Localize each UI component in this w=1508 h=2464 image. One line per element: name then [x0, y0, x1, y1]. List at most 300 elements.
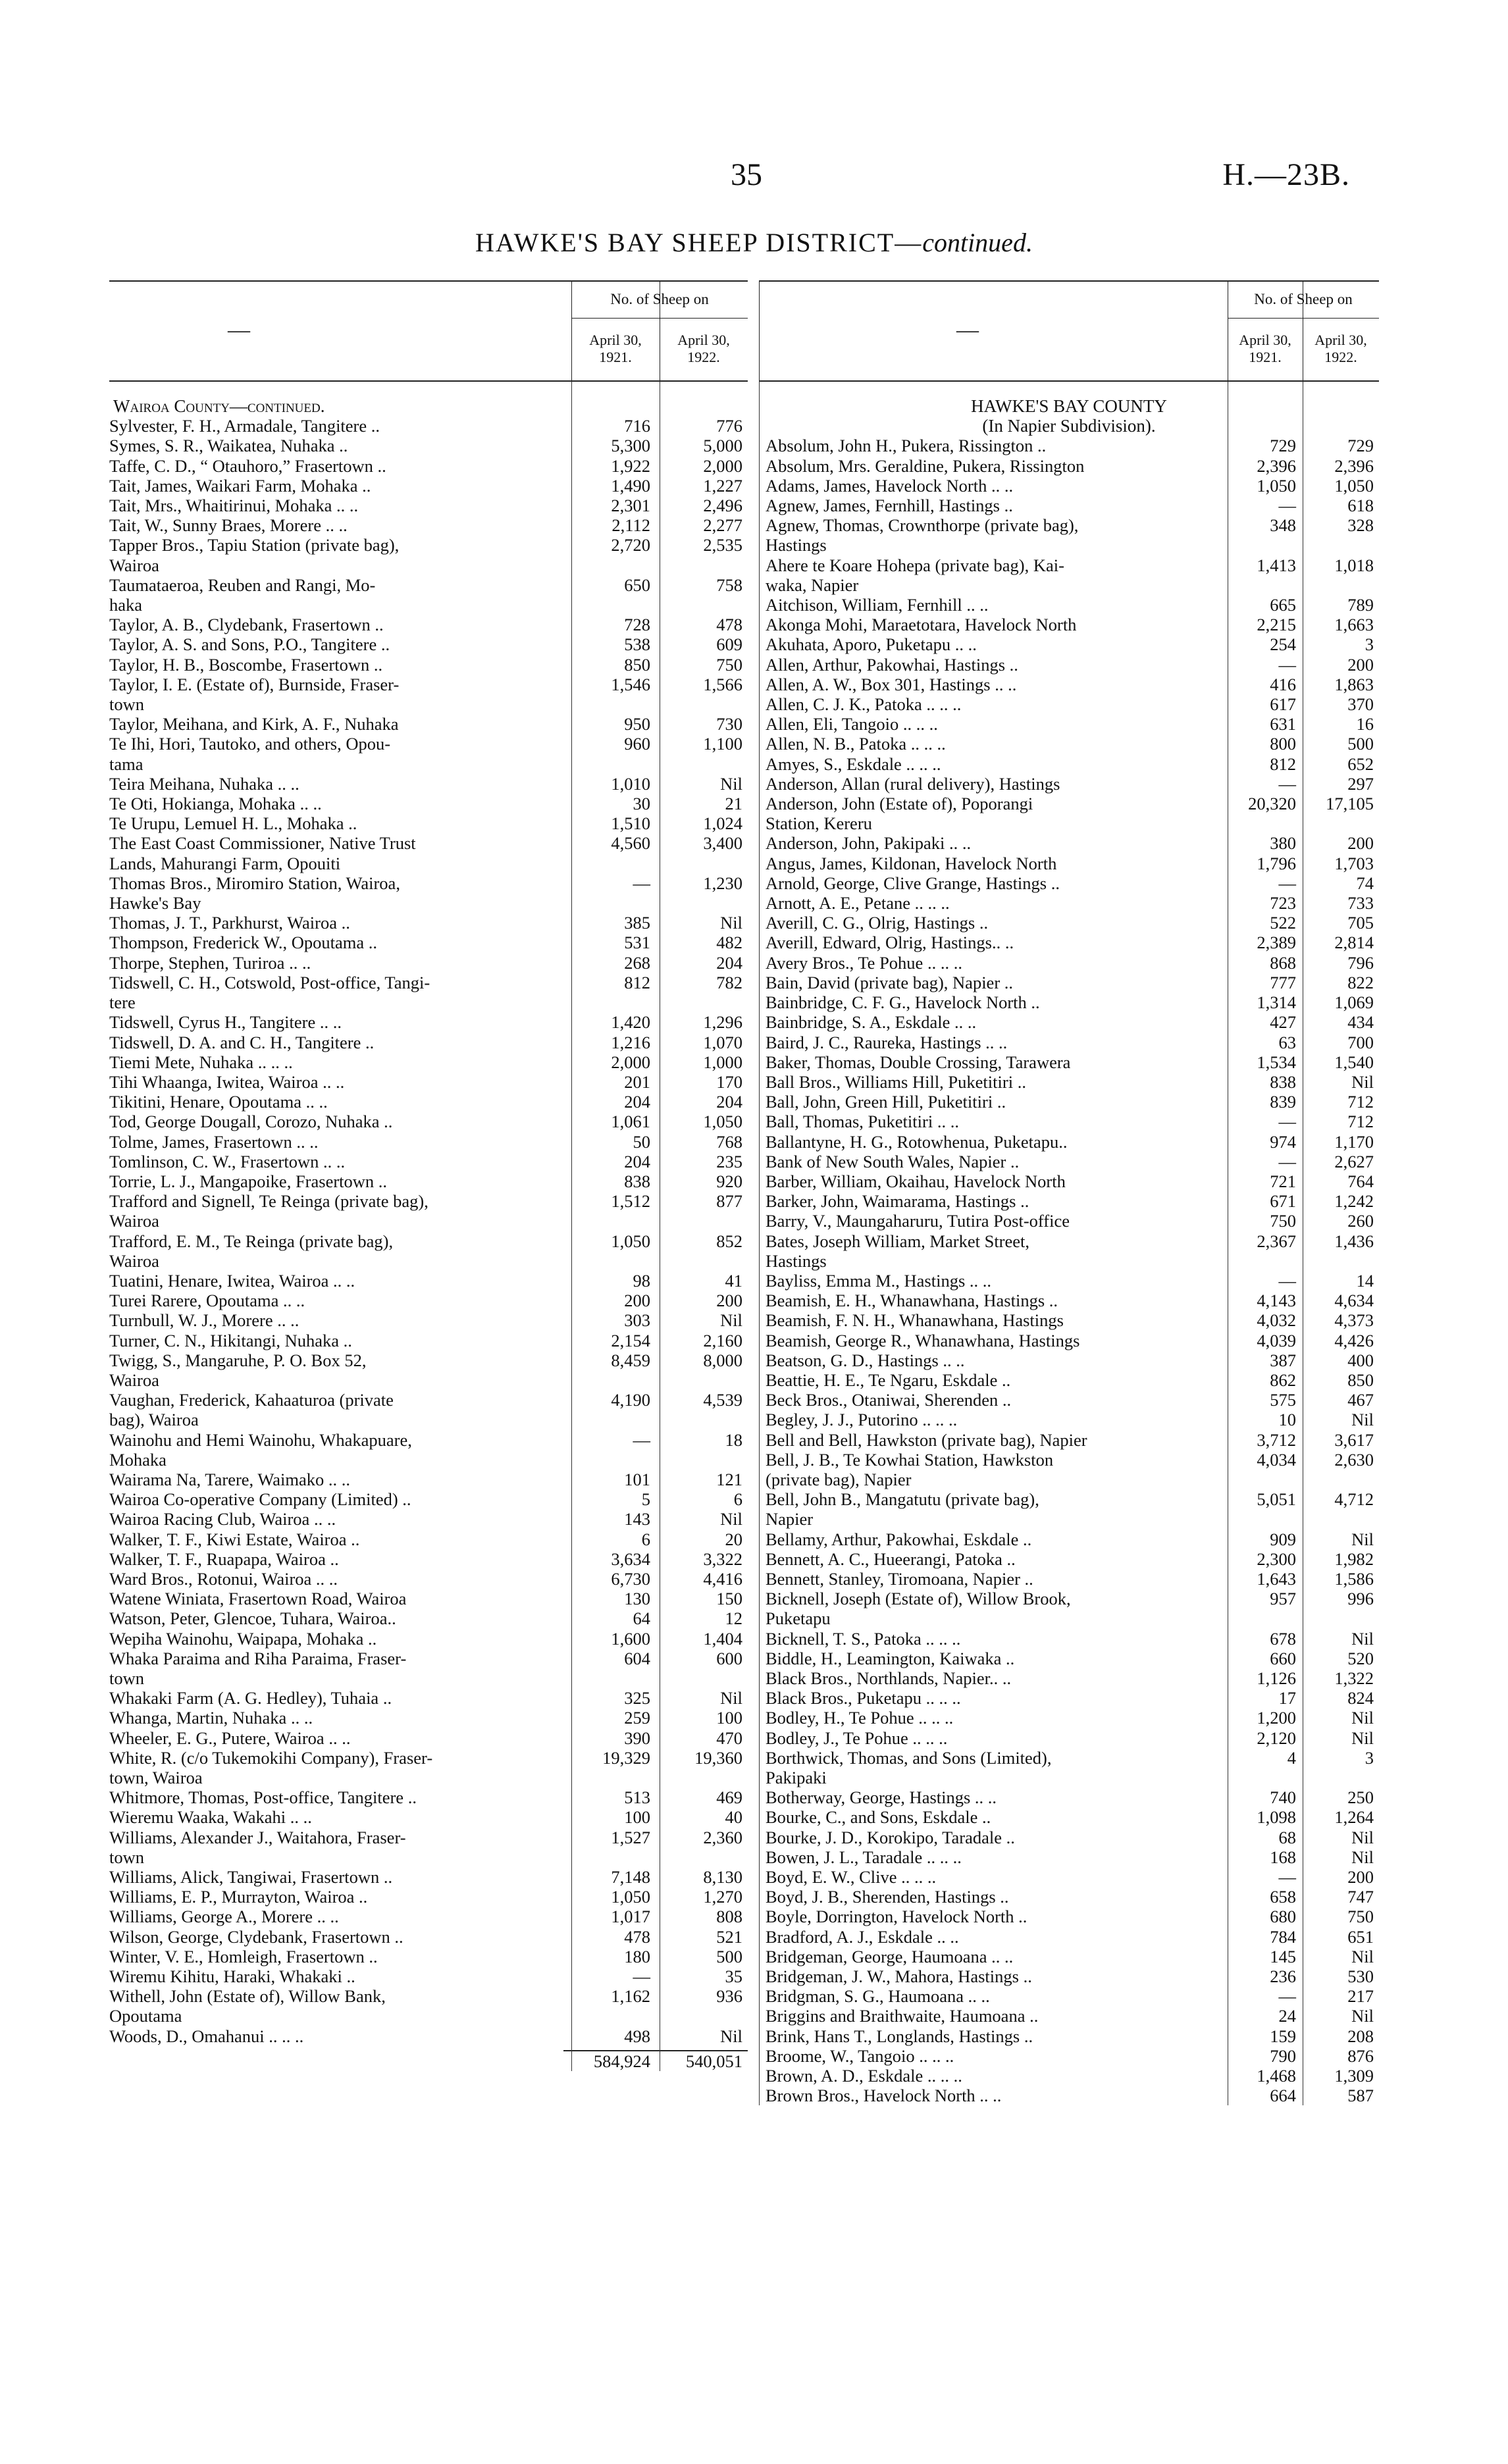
owner-name: Taylor, Meihana, and Kirk, A. F., Nuhaka	[109, 714, 399, 734]
table-row	[759, 734, 1379, 754]
table-row	[759, 1112, 1379, 1131]
table-row	[109, 1966, 748, 1986]
table-row	[759, 1171, 1379, 1191]
owner-name: Avery Bros., Te Pohue .. .. ..	[766, 952, 962, 973]
owner-name: The East Coast Commissioner, Native Trust	[109, 833, 416, 854]
owner-name: Puketapu	[766, 1608, 831, 1629]
sheep-1922: 1,663	[1334, 615, 1374, 635]
owner-name: Broome, W., Tangoio .. .. ..	[766, 2045, 954, 2066]
sheep-1922: 12	[725, 1608, 742, 1629]
sheep-1922: 852	[716, 1231, 742, 1251]
owner-name: Williams, George A., Morere .. ..	[109, 1907, 339, 1927]
sheep-1922: 1,264	[1334, 1807, 1374, 1828]
table-row	[109, 794, 748, 813]
table-row	[759, 1052, 1379, 1072]
sheep-1922: Nil	[1351, 1728, 1374, 1748]
owner-name: Absolum, Mrs. Geraldine, Pukera, Rissington	[766, 455, 1085, 476]
table-row	[759, 615, 1379, 634]
table-row	[759, 1966, 1379, 1986]
owner-name: Wilson, George, Clydebank, Frasertown ..	[109, 1926, 403, 1947]
table-row	[109, 1569, 748, 1589]
sheep-1922: 297	[1347, 773, 1374, 794]
sheep-1922: 730	[716, 714, 742, 734]
table-row	[109, 1768, 748, 1787]
sheep-1922: 40	[725, 1807, 742, 1828]
sheep-1922: 467	[1347, 1390, 1374, 1410]
sheep-1921: 1,512	[611, 1191, 650, 1212]
sheep-1921: 3,634	[611, 1549, 650, 1569]
sheep-1921: 1,643	[1257, 1568, 1296, 1589]
owner-name: Black Bros., Puketapu .. .. ..	[766, 1688, 961, 1708]
sheep-1921: 538	[624, 634, 650, 655]
owner-name: Bainbridge, S. A., Eskdale .. ..	[766, 1012, 977, 1033]
sheep-1921: 1,010	[611, 773, 650, 794]
table-row	[109, 595, 748, 615]
sheep-1921: 812	[1270, 754, 1296, 774]
sheep-1922: 1,024	[703, 813, 742, 834]
sheep-1922: 150	[716, 1589, 742, 1609]
table-row	[109, 1629, 748, 1649]
sheep-1922: 1,540	[1334, 1052, 1374, 1072]
owner-name: Bowen, J. L., Taradale .. .. ..	[766, 1847, 962, 1867]
table-row	[759, 1867, 1379, 1887]
sheep-1921: 268	[624, 952, 650, 973]
table-row	[759, 992, 1379, 1012]
sheep-1922: 1,270	[703, 1887, 742, 1907]
table-row	[759, 1986, 1379, 2006]
owner-name: Akuhata, Aporo, Puketapu .. ..	[766, 634, 977, 655]
sheep-1922: 936	[716, 1986, 742, 2007]
sheep-1922: 1,309	[1334, 2066, 1374, 2086]
table-row	[759, 535, 1379, 555]
table-row	[759, 655, 1379, 675]
table-row	[759, 496, 1379, 515]
sheep-1922: 1,018	[1334, 555, 1374, 575]
table-row	[109, 1390, 748, 1410]
owner-name: Tolme, James, Frasertown .. ..	[109, 1131, 319, 1152]
sheep-1922: 400	[1347, 1350, 1374, 1370]
owner-name: Boyd, J. B., Sherenden, Hastings ..	[766, 1887, 1009, 1907]
total-1921: 584,924	[563, 2050, 656, 2071]
table-row	[109, 1152, 748, 1171]
table-row	[109, 555, 748, 575]
right-table	[759, 280, 1379, 2105]
owner-name: Barry, V., Maungaharuru, Tutira Post-office	[766, 1211, 1070, 1231]
sheep-1921: 2,396	[1257, 455, 1296, 476]
table-row	[109, 694, 748, 714]
table-row	[109, 496, 748, 515]
table-row	[109, 1470, 748, 1489]
owner-name: Bicknell, T. S., Patoka .. .. ..	[766, 1628, 961, 1649]
owner-name: Agnew, Thomas, Crownthorpe (private bag),	[766, 515, 1079, 536]
table-row	[759, 1807, 1379, 1827]
owner-name: Amyes, S., Eskdale .. .. ..	[766, 754, 941, 774]
owner-name: Te Oti, Hokianga, Mohaka .. ..	[109, 794, 322, 814]
owner-name: Trafford, E. M., Te Reinga (private bag),	[109, 1231, 394, 1251]
table-row	[759, 913, 1379, 933]
table-row	[759, 2086, 1379, 2105]
owner-name: Bell, J. B., Te Kowhai Station, Hawkston	[766, 1449, 1054, 1470]
sheep-1922: 1,000	[703, 1052, 742, 1072]
owner-name: Walker, T. F., Kiwi Estate, Wairoa ..	[109, 1529, 360, 1549]
sheep-1922: 750	[716, 654, 742, 675]
sheep-1921: 2,120	[1257, 1728, 1296, 1748]
table-row	[759, 1887, 1379, 1907]
sheep-1921: 416	[1270, 674, 1296, 694]
table-row	[109, 1688, 748, 1708]
sheep-1922: 1,436	[1334, 1231, 1374, 1251]
sheep-1921: 1,796	[1257, 853, 1296, 873]
table-row	[759, 1251, 1379, 1271]
owner-name: Thomas Bros., Miromiro Station, Wairoa,	[109, 873, 400, 893]
table-row	[109, 973, 748, 992]
owner-name: Bank of New South Wales, Napier ..	[766, 1151, 1020, 1171]
owner-name: White, R. (c/o Tukemokihi Company), Fraser-	[109, 1747, 433, 1768]
table-row	[759, 893, 1379, 913]
sheep-1922: 8,130	[703, 1867, 742, 1887]
owner-name: Napier	[766, 1509, 814, 1529]
sheep-1922: 470	[716, 1728, 742, 1748]
owner-name: Te Ihi, Hori, Tautoko, and others, Opou-	[109, 734, 391, 754]
sheep-1922: 1,703	[1334, 853, 1374, 873]
sheep-1921: —	[1278, 1151, 1296, 1171]
sheep-1922: 370	[1347, 694, 1374, 715]
table-row	[759, 1907, 1379, 1926]
sheep-1922: 41	[725, 1270, 742, 1291]
left-rows	[109, 382, 748, 2071]
owner-name: Tuatini, Henare, Iwitea, Wairoa .. ..	[109, 1270, 355, 1291]
owner-name: Turner, C. N., Hikitangi, Nuhaka ..	[109, 1330, 352, 1350]
sheep-1921: 1,600	[611, 1628, 650, 1649]
table-row	[109, 873, 748, 893]
sheep-1922: 4,634	[1334, 1291, 1374, 1311]
owner-name: Baird, J. C., Raureka, Hastings .. ..	[766, 1032, 1008, 1052]
total-1922: 540,051	[656, 2050, 748, 2071]
table-row	[109, 1410, 748, 1429]
table-row	[109, 655, 748, 675]
table-row	[109, 1191, 748, 1211]
sheep-1921: 1,527	[611, 1827, 650, 1847]
table-row	[759, 1529, 1379, 1549]
sheep-1921: 2,720	[611, 535, 650, 555]
sheep-1922: 235	[716, 1151, 742, 1171]
sheep-1922: 764	[1347, 1171, 1374, 1191]
sheep-1921: 427	[1270, 1012, 1296, 1033]
sheep-1922: 121	[716, 1469, 742, 1489]
sheep-1921: —	[1278, 1270, 1296, 1291]
sheep-1921: 64	[633, 1608, 650, 1629]
table-row	[109, 456, 748, 476]
owner-name: Averill, Edward, Olrig, Hastings.. ..	[766, 933, 1014, 953]
owner-name: bag), Wairoa	[109, 1410, 199, 1430]
owner-name: Baker, Thomas, Double Crossing, Tarawera	[766, 1052, 1071, 1072]
sheep-1922: 200	[1347, 833, 1374, 854]
sheep-1921: 303	[624, 1310, 650, 1331]
table-row	[109, 1271, 748, 1291]
sheep-1921: 98	[633, 1270, 650, 1291]
owner-name: Ward Bros., Rotonui, Wairoa .. ..	[109, 1568, 338, 1589]
sheep-1922: 170	[716, 1071, 742, 1092]
owner-name: Ball, Thomas, Puketitiri .. ..	[766, 1112, 959, 1132]
owner-name: Bennett, Stanley, Tiromoana, Napier ..	[766, 1568, 1033, 1589]
table-row	[759, 1629, 1379, 1649]
table-row	[759, 1012, 1379, 1032]
sheep-1922: 712	[1347, 1112, 1374, 1132]
sheep-1921: 868	[1270, 952, 1296, 973]
owner-name: Briggins and Braithwaite, Haumoana ..	[766, 2006, 1039, 2026]
sheep-1922: 747	[1347, 1887, 1374, 1907]
owner-name: haka	[109, 595, 143, 615]
sheep-1921: —	[633, 1966, 650, 1987]
sheep-1922: 1,230	[703, 873, 742, 893]
table-row	[109, 1231, 748, 1251]
table-row	[759, 1331, 1379, 1350]
sheep-1922: 705	[1347, 913, 1374, 933]
sheep-1922: 1,069	[1334, 992, 1374, 1013]
table-row	[759, 1708, 1379, 1728]
sheep-1922: Nil	[720, 2026, 742, 2046]
owner-name: Twigg, S., Mangaruhe, P. O. Box 52,	[109, 1350, 367, 1370]
sheep-1921: —	[1278, 1112, 1296, 1132]
sheep-1922: Nil	[1351, 1410, 1374, 1430]
table-row	[759, 456, 1379, 476]
sheep-1921: 236	[1270, 1966, 1296, 1987]
sheep-1921: 2,000	[611, 1052, 650, 1072]
sheep-1921: 24	[1278, 2006, 1296, 2026]
table-row	[759, 1688, 1379, 1708]
table-row	[759, 436, 1379, 455]
owner-name: Anderson, John (Estate of), Poporangi	[766, 794, 1033, 814]
owner-name: town, Wairoa	[109, 1768, 203, 1788]
sheep-1921: 200	[624, 1291, 650, 1311]
sheep-1921: 1,413	[1257, 555, 1296, 575]
owner-name: Bridgeman, George, Haumoana .. ..	[766, 1946, 1014, 1966]
sheep-1922: 19,360	[694, 1747, 742, 1768]
table-row	[759, 1470, 1379, 1489]
sheep-1922: 876	[1347, 2045, 1374, 2066]
sheep-1922: Nil	[1351, 1071, 1374, 1092]
owner-name: Ball, John, Green Hill, Puketitiri ..	[766, 1092, 1006, 1112]
sheep-1922: 434	[1347, 1012, 1374, 1033]
sheep-1922: 651	[1347, 1926, 1374, 1947]
sheep-1921: 10	[1278, 1410, 1296, 1430]
owner-name: tere	[109, 992, 136, 1013]
sheep-1922: 250	[1347, 1787, 1374, 1808]
sheep-1921: 839	[1270, 1092, 1296, 1112]
table-row	[109, 1668, 748, 1688]
sheep-1921: 387	[1270, 1350, 1296, 1370]
owner-name: Williams, Alick, Tangiwai, Frasertown ..	[109, 1867, 393, 1887]
sheep-1922: Nil	[1351, 1529, 1374, 1549]
owner-name: Brink, Hans T., Longlands, Hastings ..	[766, 2026, 1033, 2046]
owner-name: Thompson, Frederick W., Opoutama ..	[109, 933, 378, 953]
sheep-1921: 4,190	[611, 1390, 650, 1410]
sheep-1921: 838	[1270, 1071, 1296, 1092]
sheep-1921: 1,162	[611, 1986, 650, 2007]
sheep-1922: 808	[716, 1907, 742, 1927]
sheep-1921: 909	[1270, 1529, 1296, 1549]
table-row	[109, 1370, 748, 1390]
sheep-1921: 19,329	[602, 1747, 650, 1768]
sheep-1922: Nil	[1351, 1827, 1374, 1847]
sheep-1922: Nil	[1351, 1847, 1374, 1867]
sheep-1922: Nil	[720, 1509, 742, 1529]
owner-name: (private bag), Napier	[766, 1469, 912, 1489]
sheep-1922: 3,400	[703, 833, 742, 854]
sheep-1922: 1,863	[1334, 674, 1374, 694]
owner-name: Tihi Whaanga, Iwitea, Wairoa .. ..	[109, 1071, 345, 1092]
owner-name: Allen, N. B., Patoka .. .. ..	[766, 734, 946, 754]
owner-name: Bicknell, Joseph (Estate of), Willow Brook,	[766, 1589, 1071, 1609]
owner-name: Taylor, I. E. (Estate of), Burnside, Fraser-	[109, 674, 400, 694]
table-row	[759, 1092, 1379, 1112]
table-row	[109, 575, 748, 595]
sheep-1922: 21	[725, 794, 742, 814]
sheep-1922: 750	[1347, 1907, 1374, 1927]
sheep-on-heading: No. of Sheep on	[1254, 291, 1353, 307]
sheep-1922: 729	[1347, 436, 1374, 456]
sheep-1922: 3	[1365, 1747, 1374, 1768]
table-row	[759, 873, 1379, 893]
sheep-1921: 660	[1270, 1648, 1296, 1668]
sheep-1921: 1,510	[611, 813, 650, 834]
table-row	[759, 1271, 1379, 1291]
sheep-1922: 4,539	[703, 1390, 742, 1410]
sheep-1922: 1,982	[1334, 1549, 1374, 1569]
owner-name: Sylvester, F. H., Armadale, Tangitere ..	[109, 416, 380, 436]
sheep-1922: 17,105	[1326, 794, 1374, 814]
sheep-1921: 8,459	[611, 1350, 650, 1370]
sheep-1921: 862	[1270, 1370, 1296, 1390]
table-row	[109, 1033, 748, 1052]
sheep-1921: —	[1278, 873, 1296, 893]
table-row	[109, 1589, 748, 1608]
owner-name: Barber, William, Okaihau, Havelock North	[766, 1171, 1066, 1191]
sheep-1921: 2,367	[1257, 1231, 1296, 1251]
sheep-1921: 1,314	[1257, 992, 1296, 1013]
sheep-1921: 3,712	[1257, 1429, 1296, 1450]
table-row	[109, 1509, 748, 1529]
sheep-1921: —	[1278, 654, 1296, 675]
owner-name: Tiemi Mete, Nuhaka .. .. ..	[109, 1052, 293, 1072]
table-row	[759, 575, 1379, 595]
owner-name: Teira Meihana, Nuhaka .. ..	[109, 773, 299, 794]
sheep-1921: 5	[641, 1489, 650, 1510]
owner-name: Tidswell, Cyrus H., Tangitere .. ..	[109, 1012, 342, 1033]
table-row	[759, 933, 1379, 952]
owner-name: Whanga, Martin, Nuhaka .. ..	[109, 1708, 313, 1728]
owner-name: Boyd, E. W., Clive .. .. ..	[766, 1867, 937, 1887]
sheep-1922: 1,404	[703, 1628, 742, 1649]
sheep-on-heading: No. of Sheep on	[610, 291, 709, 307]
date-1922-heading: April 30, 1922.	[677, 332, 730, 365]
owner-name: town	[109, 694, 144, 715]
owner-name: Bell, John B., Mangatutu (private bag),	[766, 1489, 1039, 1510]
sheep-1922: 8,000	[703, 1350, 742, 1370]
district-title	[0, 227, 1508, 258]
sheep-1921: 17	[1278, 1688, 1296, 1708]
district-title-main: HAWKE'S BAY SHEEP DISTRICT—	[475, 228, 923, 257]
sheep-1922: 100	[716, 1708, 742, 1728]
sheep-1921: 4,034	[1257, 1449, 1296, 1470]
table-row	[759, 1768, 1379, 1787]
sheep-1921: 1,050	[1257, 475, 1296, 496]
sheep-1921: 531	[624, 933, 650, 953]
owner-name: Station, Kereru	[766, 813, 872, 834]
table-row	[109, 675, 748, 694]
sheep-1921: 2,301	[611, 496, 650, 516]
owner-name: Absolum, John H., Pukera, Rissington ..	[766, 436, 1047, 456]
table-row	[109, 913, 748, 933]
owner-name: Bodley, H., Te Pohue .. .. ..	[766, 1708, 954, 1728]
owner-name: Beattie, H. E., Te Ngaru, Eskdale ..	[766, 1370, 1011, 1390]
sheep-1921: 850	[624, 654, 650, 675]
sheep-1922: 4,426	[1334, 1330, 1374, 1350]
owner-name: Woods, D., Omahanui .. .. ..	[109, 2026, 304, 2046]
sheep-1921: 498	[624, 2026, 650, 2046]
sheep-1922: 1,070	[703, 1032, 742, 1052]
sheep-1921: 812	[624, 972, 650, 992]
owner-name: Tait, W., Sunny Braes, Morere .. ..	[109, 515, 348, 536]
table-row	[759, 1132, 1379, 1152]
sheep-1922: 200	[1347, 1867, 1374, 1887]
sheep-1921: 617	[1270, 694, 1296, 715]
sheep-1922: 1,050	[1334, 475, 1374, 496]
table-row	[109, 1828, 748, 1847]
sheep-1921: 6,730	[611, 1568, 650, 1589]
table-row	[759, 515, 1379, 535]
owner-name: Mohaka	[109, 1449, 167, 1470]
owner-name: Whitmore, Thomas, Post-office, Tangitere ..	[109, 1787, 417, 1808]
table-row	[109, 634, 748, 654]
sheep-1922: 520	[1347, 1648, 1374, 1668]
table-row	[759, 1549, 1379, 1569]
sheep-1922: 74	[1356, 873, 1374, 893]
owner-name: Anderson, Allan (rural delivery), Hastings	[766, 773, 1060, 794]
table-row	[109, 1728, 748, 1748]
owner-name: Tait, Mrs., Whaitirinui, Mohaka .. ..	[109, 496, 359, 516]
table-row	[109, 1350, 748, 1370]
owner-column-dash: —	[956, 318, 979, 342]
sheep-1922: 1,227	[703, 475, 742, 496]
right-rows	[759, 382, 1379, 2105]
sheep-1922: 920	[716, 1171, 742, 1191]
sheep-1922: 204	[716, 952, 742, 973]
sheep-1921: 1,420	[611, 1012, 650, 1033]
sheep-1922: 530	[1347, 1966, 1374, 1987]
document-reference: H.—23B.	[1222, 157, 1350, 192]
table-row	[109, 1251, 748, 1271]
owner-name: Wepiha Wainohu, Waipapa, Mohaka ..	[109, 1628, 377, 1649]
owner-name: Bain, David (private bag), Napier ..	[766, 972, 1014, 992]
sheep-1921: 575	[1270, 1390, 1296, 1410]
sheep-1921: 68	[1278, 1827, 1296, 1847]
sheep-1921: 2,215	[1257, 615, 1296, 635]
sheep-1921: 671	[1270, 1191, 1296, 1212]
table-row	[109, 1649, 748, 1668]
table-row	[109, 992, 748, 1012]
sheep-1921: 1,490	[611, 475, 650, 496]
sheep-1922: 260	[1347, 1211, 1374, 1231]
owner-name: Bourke, J. D., Korokipo, Taradale ..	[766, 1827, 1015, 1847]
sheep-1921: 20,320	[1248, 794, 1296, 814]
owner-name: Wainohu and Hemi Wainohu, Whakapuare,	[109, 1429, 412, 1450]
sheep-1921: 159	[1270, 2026, 1296, 2046]
sheep-1921: —	[1278, 1867, 1296, 1887]
table-row	[109, 1092, 748, 1112]
table-row	[759, 1152, 1379, 1171]
owner-name: Borthwick, Thomas, and Sons (Limited),	[766, 1747, 1052, 1768]
